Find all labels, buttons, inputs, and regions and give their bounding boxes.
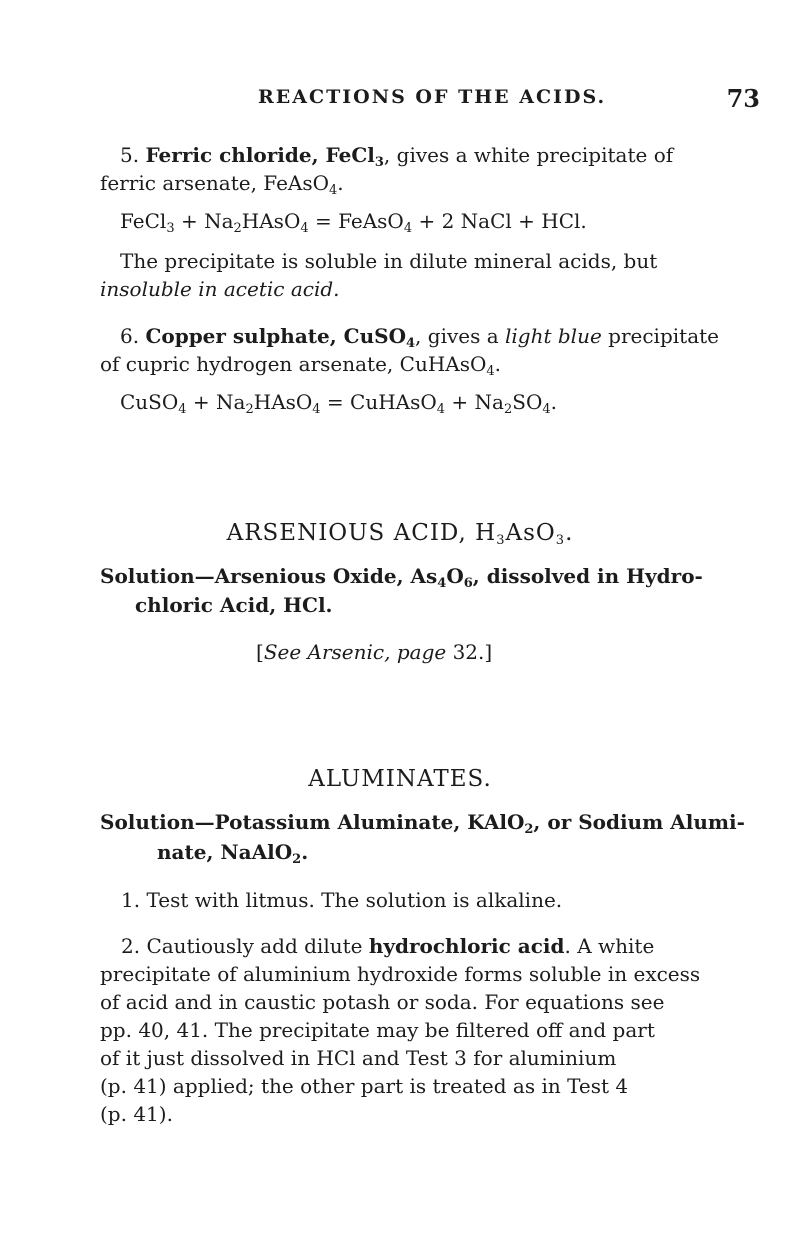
ferric-reagent: Ferric chloride, FeCl$_3$ [145,143,384,170]
copper-intro-line-1: 6. Copper sulphate, CuSO$_4$, gives a light blue precipitate [120,324,719,351]
ferric-solubility-line-2: insoluble in acetic acid. [100,277,340,301]
copper-reagent: Copper sulphate, CuSO$_4$ [145,324,416,351]
ferric-intro-line-1: 5. Ferric chloride, FeCl$_3$, gives a white precipitate of [120,143,674,170]
arsenious-solution-line-1: Solution—Arsenious Oxide, $As_4O_6$, dissolved in Hydro- [100,564,703,591]
aluminates-heading: ALUMINATES. [308,766,492,792]
copper-intro-line-2: of cupric hydrogen arsenate, CuHAsO$_4$. [100,352,502,379]
arsenious-reference: [See Arsenic, page 32.] [256,640,493,664]
ferric-intro-line-2: ferric arsenate, FeAsO$_4$. [100,171,344,198]
aluminates-test-2-line-1: 2. Cautiously add dilute hydrochloric acid. A white [121,934,655,958]
aluminates-test-2-line-6: (p. 41) applied; the other part is treated as in Test 4 [100,1074,629,1098]
ferric-solubility-line-1: The precipitate is soluble in dilute mineral acids, but [120,249,658,273]
copper-equation: CuSO$_4$ + $Na_2HAsO_4$ = CuHAsO$_4$ + $Na_2SO_4$. [120,390,557,417]
arsenious-solution-line-2: chloric Acid, HCl. [135,593,333,617]
aluminates-test-2-line-7: (p. 41). [100,1102,173,1126]
page-number: 73 [726,84,760,113]
aluminates-test-2-line-4: pp. 40, 41. The precipitate may be filtered off and part [100,1018,655,1042]
aluminates-test-2-line-3: of acid and in caustic potash or soda. For equations see [100,990,665,1014]
ferric-equation: FeCl$_3$ + $Na_2HAsO_4$ = FeAsO$_4$ + 2 NaCl + HCl. [120,209,587,236]
aluminates-solution-line-2: nate, NaAlO$_2$. [157,840,309,867]
running-title: REACTIONS OF THE ACIDS. [258,86,607,108]
aluminates-test-2-line-5: of it just dissolved in HCl and Test 3 for aluminium [100,1046,617,1070]
arsenious-heading: ARSENIOUS ACID, $H_3AsO_3$. [226,520,574,548]
page-header [100,86,760,118]
aluminates-test-1: 1. Test with litmus. The solution is alkaline. [121,888,563,912]
aluminates-test-2-line-2: precipitate of aluminium hydroxide forms soluble in excess [100,962,701,986]
aluminates-solution-line-1: Solution—Potassium Aluminate, KAlO$_2$, or Sodium Alumi- [100,810,745,837]
